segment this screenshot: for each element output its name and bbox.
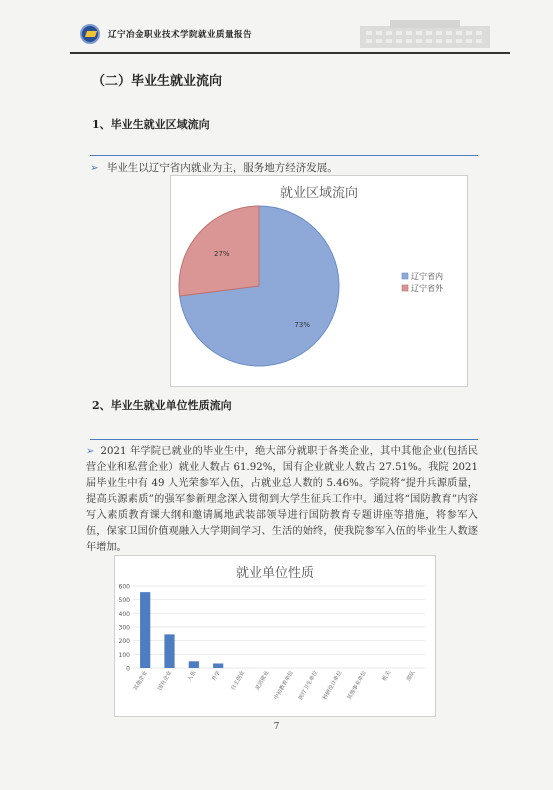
- subsection-title-region: 1、毕业生就业区域流向: [92, 118, 210, 131]
- y-tick-label: 600: [118, 583, 130, 591]
- x-tick-label: 其他企业: [132, 670, 149, 692]
- unit-type-paragraph-text: 2021 年学院已就业的毕业生中，绝大部分就职于各类企业，其中其他企业(包括民营企业和私营企业）就业人数占 61.92%，国有企业就业人数占 27.51%。我院 2021 届毕业生中有 49 人光荣参军入伍，占就业总人数的 5.46%。学院将“提升兵源质量，提高兵源素质”的强军参新理念深入贯彻到大学生征兵工作中。通过将“国防教育”内容写入素质教育课大纲和邀请属地武装部领导进行国防教育专题讲座等措施，将参军入伍，保家卫国价值观融入大学期间学习、生活的始终，使我院参军入伍的毕业生人数逐年增加。: [86, 446, 478, 553]
- arrow-bullet-icon: ➢: [90, 162, 99, 174]
- report-header-title: 辽宁冶金职业技术学院就业质量报告: [108, 30, 253, 40]
- x-tick-label: 机关: [381, 670, 393, 683]
- arrow-bullet-icon: ➢: [86, 446, 95, 457]
- y-tick-label: 100: [118, 651, 130, 659]
- y-tick-label: 400: [118, 610, 130, 618]
- bar: [189, 661, 199, 668]
- x-tick-label: 升学: [211, 670, 222, 683]
- x-tick-label: 入伍: [186, 670, 198, 683]
- y-tick-label: 500: [118, 597, 130, 605]
- page-number: 7: [273, 722, 280, 732]
- bar: [140, 592, 150, 668]
- y-tick-label: 300: [118, 624, 130, 632]
- campus-building-image: [350, 18, 500, 50]
- unit-type-bar-chart: [114, 555, 436, 717]
- x-tick-label: 其他事业单位: [346, 670, 368, 702]
- subsection-title-unit-type: 2、毕业生就业单位性质流向: [92, 399, 232, 412]
- x-tick-label: 国有企业: [157, 670, 174, 692]
- legend-label: 辽宁省外: [411, 284, 443, 293]
- legend-swatch: [402, 273, 408, 279]
- x-tick-label: 科研设计单位: [322, 670, 344, 702]
- bar-chart-title: 就业单位性质: [235, 566, 314, 581]
- college-logo-icon: [80, 24, 100, 44]
- x-tick-label: 灵活就业: [254, 670, 271, 692]
- x-tick-label: 医疗卫生单位: [297, 670, 320, 702]
- region-bullet-text: 毕业生以辽宁省内就业为主，服务地方经济发展。: [106, 162, 338, 174]
- pie-chart-title: 就业区域流向: [279, 186, 358, 201]
- region-bullet: [90, 160, 338, 175]
- bullet-divider: [90, 155, 478, 156]
- pie-chart-canvas: [171, 176, 467, 386]
- header-divider: [70, 52, 510, 54]
- paragraph-divider: [90, 439, 478, 440]
- bar-chart-canvas: [115, 556, 435, 716]
- legend-swatch: [402, 285, 408, 291]
- bar: [213, 663, 223, 668]
- y-tick-label: 200: [118, 638, 130, 646]
- bar: [164, 634, 174, 668]
- legend-label: 辽宁省内: [411, 272, 443, 281]
- region-pie-chart: [170, 175, 468, 387]
- y-tick-label: 0: [126, 665, 130, 673]
- x-tick-label: 部队: [405, 670, 417, 683]
- pie-data-label: 73%: [294, 321, 310, 330]
- unit-type-paragraph: [86, 444, 478, 556]
- x-tick-label: 中初教育单位: [273, 670, 295, 702]
- section-title: （二）毕业生就业流向: [92, 74, 223, 89]
- pie-data-label: 27%: [214, 250, 230, 259]
- x-tick-label: 自主创业: [230, 670, 247, 692]
